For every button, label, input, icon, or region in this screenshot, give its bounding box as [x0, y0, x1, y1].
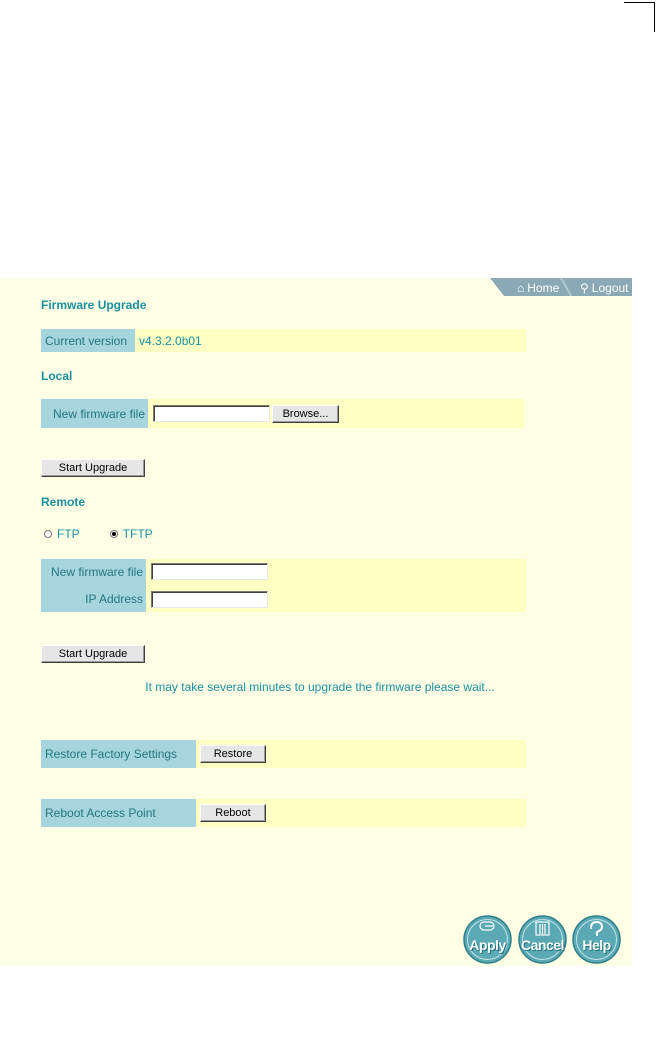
local-start-upgrade-button[interactable]: Start Upgrade	[41, 459, 145, 477]
home-icon: ⌂	[517, 281, 525, 295]
remote-start-upgrade-button[interactable]: Start Upgrade	[41, 645, 145, 663]
home-link-label: Home	[527, 281, 560, 295]
restore-button[interactable]: Restore	[200, 745, 266, 763]
home-link[interactable]	[517, 281, 559, 295]
firmware-panel	[0, 278, 632, 966]
ftp-radio-label: FTP	[57, 527, 80, 541]
upgrade-wait-message: It may take several minutes to upgrade the firmware please wait...	[145, 680, 495, 694]
help-button-label: Help	[582, 937, 611, 953]
remote-labels-cell	[41, 559, 146, 612]
ip-address-input[interactable]	[151, 591, 268, 608]
logout-link-label: Logout	[591, 281, 629, 295]
tftp-radio-label: TFTP	[122, 527, 153, 541]
remote-file-input[interactable]	[151, 563, 268, 580]
logout-icon: ⚲	[580, 281, 589, 295]
remote-heading: Remote	[41, 495, 86, 509]
top-nav-bar	[490, 278, 632, 296]
remote-ip-label: IP Address	[85, 591, 143, 606]
page-title: Firmware Upgrade	[41, 298, 147, 312]
local-heading: Local	[41, 369, 73, 383]
tftp-radio[interactable]	[110, 527, 153, 541]
help-button[interactable]	[572, 915, 621, 964]
current-version-value: v4.3.2.0b01	[139, 334, 202, 348]
page-corner-mark	[624, 2, 655, 32]
tftp-radio-dot[interactable]	[110, 530, 118, 538]
ftp-radio[interactable]	[44, 527, 80, 541]
current-version-label: Current version	[41, 329, 135, 352]
cancel-button-label: Cancel	[521, 937, 564, 953]
apply-button-label: Apply	[469, 937, 506, 953]
reboot-label: Reboot Access Point	[41, 799, 196, 827]
local-file-label: New firmware file	[41, 399, 148, 428]
restore-label: Restore Factory Settings	[41, 740, 196, 768]
reboot-button[interactable]: Reboot	[200, 804, 266, 822]
apply-button[interactable]	[463, 915, 512, 964]
browse-button[interactable]: Browse...	[272, 405, 339, 423]
ftp-radio-dot[interactable]	[44, 530, 52, 538]
remote-file-label: New firmware file	[50, 565, 143, 580]
cancel-button[interactable]	[518, 915, 567, 964]
logout-link[interactable]	[580, 281, 629, 295]
protocol-radio-group	[44, 527, 153, 541]
local-file-input[interactable]	[153, 405, 270, 422]
